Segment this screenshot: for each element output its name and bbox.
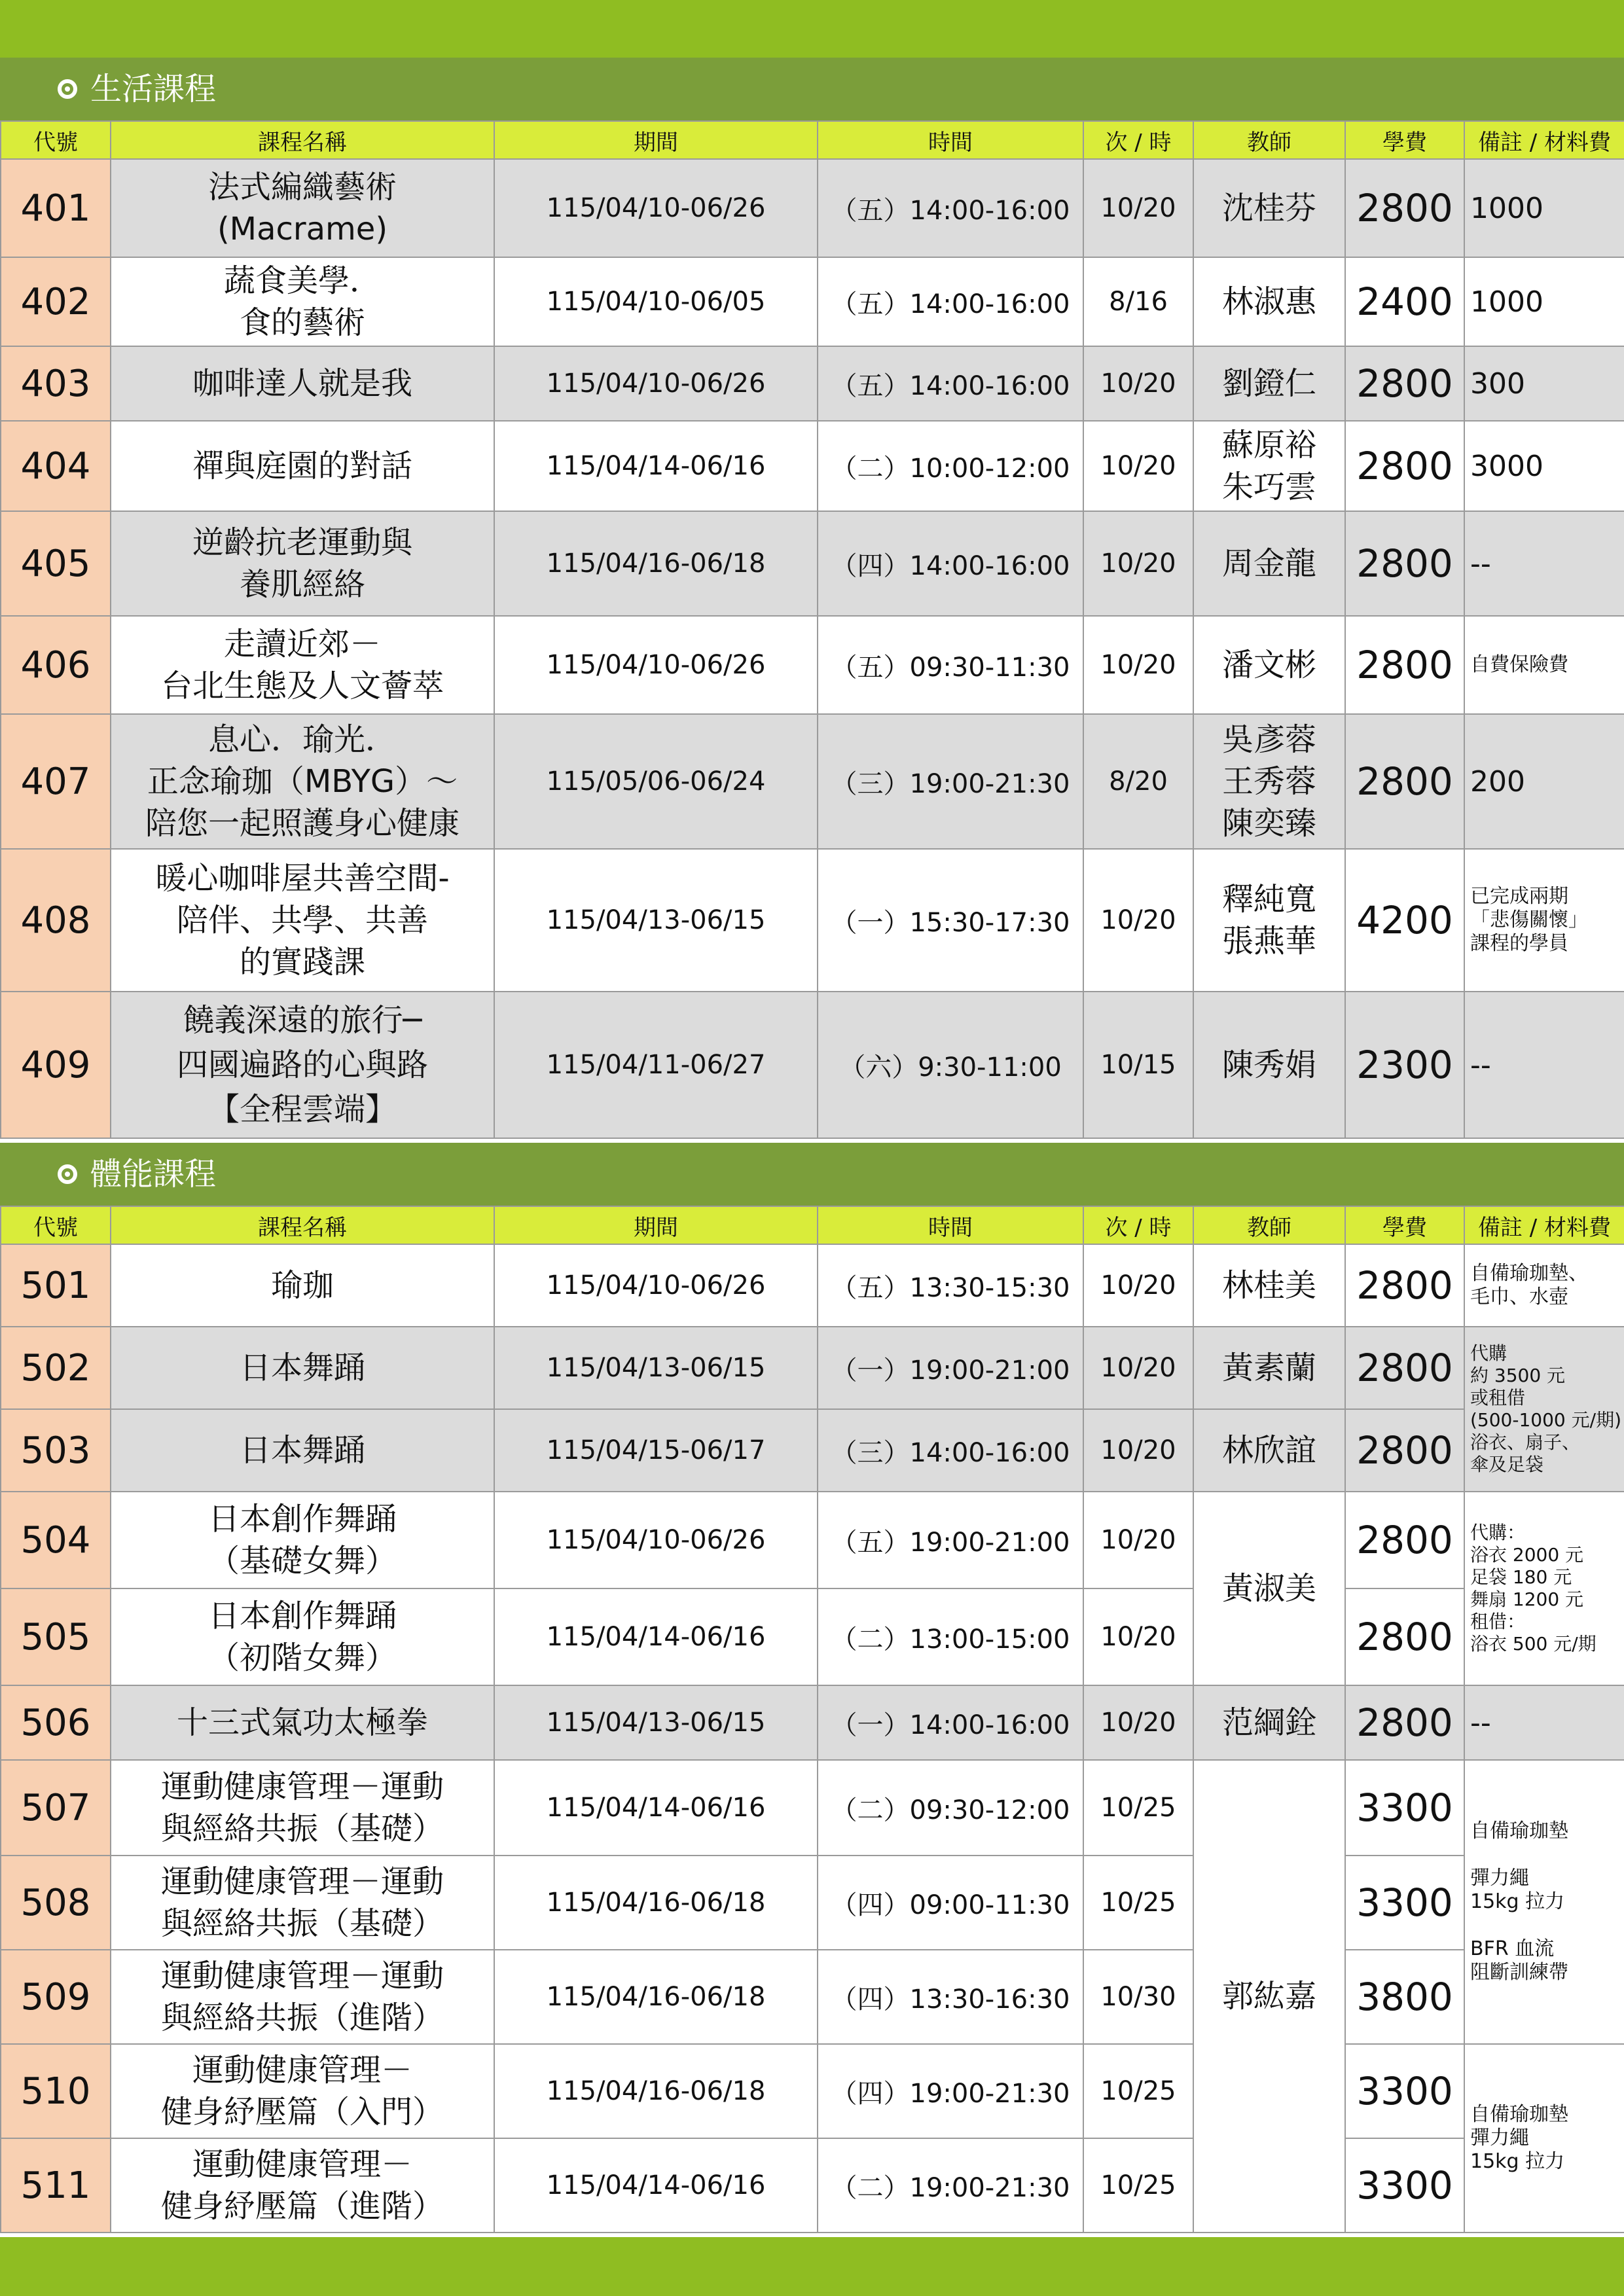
course-period: 115/05/06-06/24 [494,714,818,849]
course-time: （四）14:00-16:00 [818,511,1083,616]
course-sessions: 10/20 [1083,1244,1193,1327]
course-code: 505 [1,1588,111,1685]
course-name: 饒義深遠的旅行─ 四國遍路的心與路 【全程雲端】 [176,1002,428,1128]
table-row [1,1856,1624,1950]
course-note: -- [1464,992,1624,1138]
course-period: 115/04/13-06/15 [494,1327,818,1409]
course-sessions: 8/16 [1083,257,1193,346]
table-row [1,1760,1624,1856]
table-row [1,1244,1624,1327]
course-fee: 2300 [1345,992,1464,1138]
top-banner [0,0,1624,58]
course-sessions: 10/25 [1083,1856,1193,1950]
course-fee: 3300 [1345,2044,1464,2138]
course-name: 十三式氣功太極拳 [176,1704,428,1741]
course-fee: 2800 [1345,159,1464,257]
course-name: 暖心咖啡屋共善空間- 陪伴、共學、共善 的實踐課 [155,860,450,980]
course-period: 115/04/14-06/16 [494,421,818,511]
course-time: （四）09:00-11:30 [818,1856,1083,1950]
course-fee: 3800 [1345,1950,1464,2044]
course-teacher: 劉鐙仁 [1221,365,1316,402]
course-sessions: 10/25 [1083,1760,1193,1856]
course-fee: 2800 [1345,1244,1464,1327]
course-time: （一）15:30-17:30 [818,849,1083,992]
course-name: 日本創作舞踊 （基礎女舞） [208,1501,397,1579]
course-name: 禪與庭園的對話 [192,448,412,484]
course-note: 3000 [1464,421,1624,511]
course-sessions: 10/25 [1083,2138,1193,2233]
course-period: 115/04/10-06/26 [494,159,818,257]
course-sessions: 10/20 [1083,1685,1193,1760]
header-period: 期間 [494,121,818,159]
course-teacher: 蘇原裕 朱巧雲 [1221,427,1316,505]
course-teacher: 林淑惠 [1221,283,1316,320]
course-code: 510 [1,2044,111,2138]
table-row [1,1327,1624,1409]
course-time: （四）13:30-16:30 [818,1950,1083,2044]
course-fee: 4200 [1345,849,1464,992]
table-row [1,346,1624,421]
course-sessions: 10/25 [1083,2044,1193,2138]
section-title: 生活課程 [90,71,217,107]
course-code: 507 [1,1760,111,1856]
course-sessions: 10/20 [1083,346,1193,421]
course-teacher: 林欣誼 [1221,1432,1316,1469]
course-fee: 2800 [1345,346,1464,421]
course-time: （五）19:00-21:00 [818,1492,1083,1588]
course-code: 501 [1,1244,111,1327]
target-bullet-icon [58,1164,77,1184]
course-sessions: 10/15 [1083,992,1193,1138]
bottom-banner [0,2237,1624,2296]
course-code: 403 [1,346,111,421]
course-code: 502 [1,1327,111,1409]
course-name: 日本創作舞踊 （初階女舞） [208,1598,397,1676]
table-row [1,714,1624,849]
course-fee: 2800 [1345,511,1464,616]
course-sessions: 10/20 [1083,1492,1193,1588]
course-note: 自費保險費 [1464,616,1624,714]
course-name: 咖啡達人就是我 [192,365,412,402]
course-code: 406 [1,616,111,714]
course-period: 115/04/10-06/26 [494,346,818,421]
table-row [1,1950,1624,2044]
header-sessions: 次 / 時 [1083,1206,1193,1244]
header-code: 代號 [1,121,111,159]
header-code: 代號 [1,1206,111,1244]
course-time: （五）14:00-16:00 [818,346,1083,421]
course-time: （五）09:30-11:30 [818,616,1083,714]
course-code: 405 [1,511,111,616]
course-period: 115/04/16-06/18 [494,511,818,616]
course-teacher: 林桂美 [1221,1267,1316,1304]
course-note: 自備瑜珈墊、 毛巾、水壺 [1470,1262,1588,1308]
course-note: 自備瑜珈墊 彈力繩 15kg 拉力 BFR 血流 阻斷訓練帶 [1470,1820,1568,1984]
course-note: 1000 [1464,159,1624,257]
course-name: 走讀近郊－ 台北生態及人文薈萃 [160,626,444,704]
course-sessions: 10/20 [1083,849,1193,992]
course-fee: 2800 [1345,1685,1464,1760]
course-fee: 2400 [1345,257,1464,346]
course-name: 運動健康管理－運動 與經絡共振（基礎） [160,1768,444,1847]
section-header-fitness [0,1143,1624,1206]
course-period: 115/04/13-06/15 [494,1685,818,1760]
course-time: （二）10:00-12:00 [818,421,1083,511]
course-name: 逆齡抗老運動與 養肌經絡 [192,524,412,603]
table-row [1,1492,1624,1588]
header-teacher: 教師 [1193,121,1345,159]
course-teacher: 黃淑美 [1221,1570,1316,1607]
header-time: 時間 [818,121,1083,159]
table-row [1,2044,1624,2138]
course-sessions: 10/30 [1083,1950,1193,2044]
header-sessions: 次 / 時 [1083,121,1193,159]
course-code: 508 [1,1856,111,1950]
header-fee: 學費 [1345,121,1464,159]
course-note: 自備瑜珈墊 彈力繩 15kg 拉力 [1470,2103,1568,2173]
course-teacher: 范綱銓 [1221,1704,1316,1741]
table-row [1,616,1624,714]
course-code: 509 [1,1950,111,2044]
course-fee: 2800 [1345,1588,1464,1685]
course-time: （二）09:30-12:00 [818,1760,1083,1856]
course-name: 運動健康管理－ 健身紓壓篇（進階） [160,2146,444,2225]
course-fee: 2800 [1345,616,1464,714]
course-time: （五）13:30-15:30 [818,1244,1083,1327]
course-note: 1000 [1464,257,1624,346]
course-name: 日本舞踊 [239,1432,365,1469]
course-name: 日本舞踊 [239,1350,365,1386]
course-period: 115/04/14-06/16 [494,2138,818,2233]
course-time: （一）14:00-16:00 [818,1685,1083,1760]
course-fee: 2800 [1345,421,1464,511]
course-teacher: 陳秀娟 [1221,1047,1316,1083]
course-name: 蔬食美學． 食的藝術 [223,262,381,341]
course-note: 已完成兩期 「悲傷關懷」 課程的學員 [1470,885,1588,955]
course-teacher: 周金龍 [1221,545,1316,582]
course-fee: 2800 [1345,1327,1464,1409]
course-time: （二）19:00-21:30 [818,2138,1083,2233]
course-fee: 2800 [1345,714,1464,849]
table-header-row [1,121,1624,159]
course-period: 115/04/14-06/16 [494,1588,818,1685]
course-sessions: 8/20 [1083,714,1193,849]
course-period: 115/04/15-06/17 [494,1409,818,1492]
course-period: 115/04/10-06/26 [494,1492,818,1588]
course-code: 401 [1,159,111,257]
course-code: 404 [1,421,111,511]
course-time: （一）19:00-21:00 [818,1327,1083,1409]
table-row [1,992,1624,1138]
course-note: 300 [1464,346,1624,421]
course-note: -- [1464,1685,1624,1760]
course-time: （三）19:00-21:30 [818,714,1083,849]
course-teacher: 黃素蘭 [1221,1350,1316,1386]
course-sessions: 10/20 [1083,1327,1193,1409]
course-time: （四）19:00-21:30 [818,2044,1083,2138]
course-period: 115/04/11-06/27 [494,992,818,1138]
course-code: 506 [1,1685,111,1760]
course-code: 407 [1,714,111,849]
table-row [1,159,1624,257]
target-bullet-icon [58,79,77,99]
course-sessions: 10/20 [1083,421,1193,511]
course-teacher: 吳彥蓉 王秀蓉 陳奕臻 [1221,721,1316,842]
course-code: 511 [1,2138,111,2233]
table-row [1,1685,1624,1760]
course-code: 409 [1,992,111,1138]
table-row [1,421,1624,511]
header-note: 備註 / 材料費 [1464,1206,1624,1244]
course-time: （五）14:00-16:00 [818,257,1083,346]
course-name: 運動健康管理－運動 與經絡共振（進階） [160,1958,444,2036]
course-time: （六）9:30-11:00 [818,992,1083,1138]
course-sessions: 10/20 [1083,1409,1193,1492]
course-name: 運動健康管理－運動 與經絡共振（基礎） [160,1863,444,1942]
course-note: 代購： 浴衣 2000 元 足袋 180 元 舞扇 1200 元 租借： 浴衣 500 元/期 [1470,1522,1597,1655]
fitness-course-table [0,1206,1624,2233]
course-sessions: 10/20 [1083,511,1193,616]
table-row [1,1409,1624,1492]
course-fee: 3300 [1345,1760,1464,1856]
course-name: 法式編織藝術 (Macrame) [208,169,397,247]
table-row [1,511,1624,616]
table-header-row [1,1206,1624,1244]
course-code: 504 [1,1492,111,1588]
course-period: 115/04/16-06/18 [494,2044,818,2138]
course-name: 息心．瑜光． 正念瑜珈（MBYG）～ 陪您一起照護身心健康 [145,721,460,842]
course-sessions: 10/20 [1083,1588,1193,1685]
course-note: 200 [1464,714,1624,849]
course-time: （二）13:00-15:00 [818,1588,1083,1685]
course-name: 瑜珈 [270,1267,334,1304]
course-period: 115/04/10-06/26 [494,616,818,714]
header-time: 時間 [818,1206,1083,1244]
section-header-life [0,58,1624,120]
course-code: 408 [1,849,111,992]
course-fee: 2800 [1345,1492,1464,1588]
course-period: 115/04/10-06/26 [494,1244,818,1327]
course-period: 115/04/13-06/15 [494,849,818,992]
course-period: 115/04/16-06/18 [494,1950,818,2044]
header-name: 課程名稱 [111,121,494,159]
section-title: 體能課程 [90,1156,217,1193]
course-fee: 2800 [1345,1409,1464,1492]
course-period: 115/04/10-06/05 [494,257,818,346]
course-note: 代購 約 3500 元 或租借 (500-1000 元/期) 浴衣、扇子、 傘及足袋 [1470,1342,1621,1475]
table-row [1,2138,1624,2233]
course-sessions: 10/20 [1083,159,1193,257]
course-code: 402 [1,257,111,346]
course-fee: 3300 [1345,1856,1464,1950]
course-period: 115/04/14-06/16 [494,1760,818,1856]
course-sessions: 10/20 [1083,616,1193,714]
course-fee: 3300 [1345,2138,1464,2233]
header-period: 期間 [494,1206,818,1244]
course-name: 運動健康管理－ 健身紓壓篇（入門） [160,2052,444,2130]
course-code: 503 [1,1409,111,1492]
course-time: （三）14:00-16:00 [818,1409,1083,1492]
course-teacher: 釋純寬 張燕華 [1221,881,1316,960]
header-teacher: 教師 [1193,1206,1345,1244]
course-period: 115/04/16-06/18 [494,1856,818,1950]
course-time: （五）14:00-16:00 [818,159,1083,257]
life-course-table [0,120,1624,1139]
table-row [1,257,1624,346]
course-teacher: 沈桂芬 [1221,190,1316,226]
course-note: -- [1464,511,1624,616]
course-teacher: 潘文彬 [1221,647,1316,683]
table-row [1,849,1624,992]
header-fee: 學費 [1345,1206,1464,1244]
course-teacher: 郭紘嘉 [1221,1978,1316,2015]
table-row [1,1588,1624,1685]
header-name: 課程名稱 [111,1206,494,1244]
header-note: 備註 / 材料費 [1464,121,1624,159]
